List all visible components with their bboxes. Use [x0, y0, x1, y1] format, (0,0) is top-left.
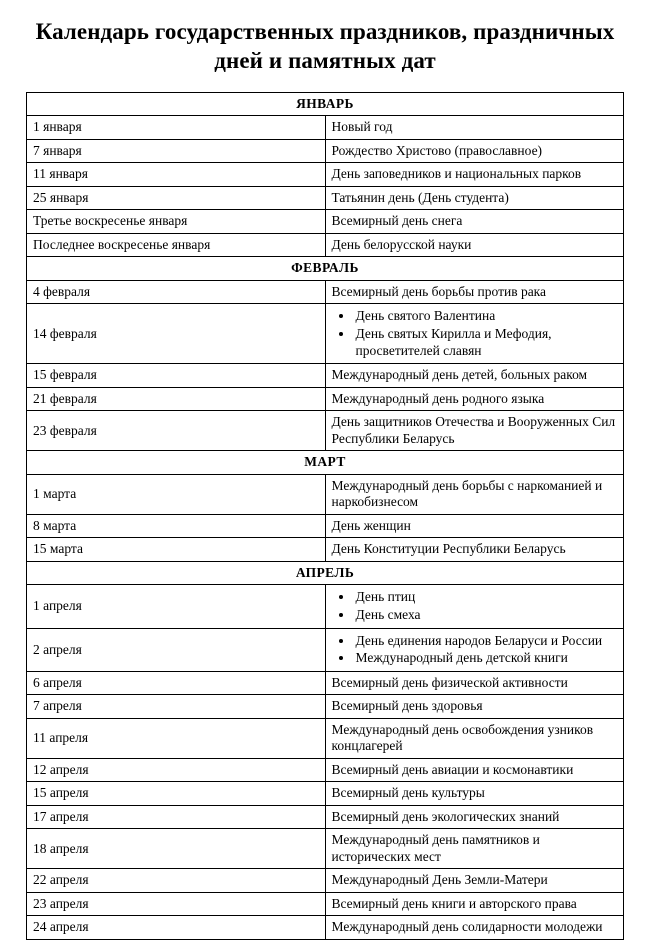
table-row [27, 718, 624, 758]
event-label: День белорусской науки [331, 236, 472, 252]
event-cell [325, 387, 624, 410]
date-cell: 11 января [27, 163, 326, 186]
table-row [27, 671, 624, 694]
event-cell [325, 782, 624, 805]
event-label: Международный день солидарности молодежи [331, 919, 603, 935]
date-cell: 25 января [27, 186, 326, 209]
date-cell: 1 марта [27, 474, 326, 514]
list-item: • День святых Кирилла и Мефодия, просветителей славян [354, 326, 619, 359]
event-cell [325, 869, 624, 892]
date-cell: 15 марта [27, 538, 326, 561]
event-cell [325, 695, 624, 718]
event-label: Всемирный день здоровья [331, 698, 483, 714]
date-cell: 18 апреля [27, 829, 326, 869]
table-row [27, 805, 624, 828]
event-label: Всемирный день борьбы против рака [331, 283, 547, 299]
event-label: День заповедников и национальных парков [331, 166, 582, 182]
date-cell: Последнее воскресенье января [27, 233, 326, 256]
date-cell: 15 февраля [27, 364, 326, 387]
event-cell [325, 364, 624, 387]
list-item: • День смеха [354, 607, 619, 624]
month-header-label: МАРТ [27, 451, 624, 474]
month-header-row [27, 92, 624, 115]
event-label: Новый год [331, 119, 393, 135]
month-header-row [27, 561, 624, 584]
event-cell [325, 186, 624, 209]
table-row [27, 758, 624, 781]
table-row [27, 474, 624, 514]
event-cell [325, 805, 624, 828]
month-header-row [27, 257, 624, 280]
table-row [27, 139, 624, 162]
date-cell: 6 апреля [27, 671, 326, 694]
page-title: Календарь государственных праздников, праздничных дней и памятных дат [35, 19, 615, 73]
event-cell [325, 304, 624, 364]
event-label: Рождество Христово (православное) [331, 142, 543, 158]
calendar-body [27, 92, 624, 939]
event-cell [325, 474, 624, 514]
date-cell: 7 апреля [27, 695, 326, 718]
table-row [27, 514, 624, 537]
event-cell [325, 210, 624, 233]
table-row [27, 695, 624, 718]
event-label: Международный день детей, больных раком [331, 367, 588, 383]
table-row [27, 538, 624, 561]
list-item: • День птиц [354, 589, 619, 606]
date-cell: 1 января [27, 116, 326, 139]
event-cell [325, 892, 624, 915]
event-cell [325, 139, 624, 162]
event-label: Международный День Земли-Матери [331, 872, 548, 888]
list-item: • День единения народов Беларуси и России [354, 633, 619, 650]
table-row [27, 304, 624, 364]
event-list [332, 589, 619, 623]
date-cell: Третье воскресенье января [27, 210, 326, 233]
table-row [27, 364, 624, 387]
month-header-label: ФЕВРАЛЬ [27, 257, 624, 280]
table-row [27, 233, 624, 256]
date-cell: 22 апреля [27, 869, 326, 892]
list-item: • Международный день детской книги [354, 650, 619, 667]
event-label: Всемирный день культуры [331, 785, 485, 801]
month-header-label: ЯНВАРЬ [27, 92, 624, 115]
table-row [27, 186, 624, 209]
event-cell [325, 829, 624, 869]
table-row [27, 411, 624, 451]
date-cell: 11 апреля [27, 718, 326, 758]
event-cell [325, 916, 624, 939]
event-label: Международный день родного языка [331, 390, 545, 406]
date-cell: 4 февраля [27, 280, 326, 303]
date-cell: 1 апреля [27, 585, 326, 628]
event-cell [325, 718, 624, 758]
event-label: Татьянин день (День студента) [331, 189, 509, 205]
table-row [27, 869, 624, 892]
month-header-label: АПРЕЛЬ [27, 561, 624, 584]
table-row [27, 892, 624, 915]
date-cell: 2 апреля [27, 628, 326, 671]
event-cell [325, 514, 624, 537]
event-label: Всемирный день физической активности [331, 674, 568, 690]
date-cell: 23 апреля [27, 892, 326, 915]
date-cell: 7 января [27, 139, 326, 162]
date-cell: 23 февраля [27, 411, 326, 451]
event-list [332, 633, 619, 667]
date-cell: 14 февраля [27, 304, 326, 364]
table-row [27, 280, 624, 303]
event-cell [325, 163, 624, 186]
table-row [27, 116, 624, 139]
table-row [27, 210, 624, 233]
event-cell [325, 671, 624, 694]
event-cell [325, 758, 624, 781]
month-header-row [27, 451, 624, 474]
date-cell: 24 апреля [27, 916, 326, 939]
event-label: Международный день освобождения узников концлагерей [331, 721, 594, 754]
event-label: Всемирный день снега [331, 213, 463, 229]
date-cell: 17 апреля [27, 805, 326, 828]
event-label: Всемирный день авиации и космонавтики [331, 761, 574, 777]
date-cell: 12 апреля [27, 758, 326, 781]
event-label: День женщин [331, 517, 411, 533]
event-cell [325, 411, 624, 451]
date-cell: 21 февраля [27, 387, 326, 410]
event-cell [325, 538, 624, 561]
event-cell [325, 280, 624, 303]
date-cell: 15 апреля [27, 782, 326, 805]
event-label: Международный день памятников и исторических мест [331, 832, 540, 864]
event-label: Всемирный день книги и авторского права [331, 895, 577, 911]
table-row [27, 163, 624, 186]
holidays-calendar-table [26, 92, 624, 940]
event-label: День защитников Отечества и Вооруженных Сил Республики Беларусь [331, 414, 616, 446]
table-row [27, 782, 624, 805]
event-label: День Конституции Республики Беларусь [331, 541, 566, 557]
table-row [27, 387, 624, 410]
event-cell [325, 628, 624, 671]
event-cell [325, 116, 624, 139]
event-cell [325, 233, 624, 256]
event-list [332, 308, 619, 359]
event-label: Международный день борьбы с наркоманией и наркобизнесом [331, 477, 603, 510]
event-cell [325, 585, 624, 628]
list-item: • День святого Валентина [354, 308, 619, 325]
table-row [27, 916, 624, 939]
table-row [27, 585, 624, 628]
table-row [27, 829, 624, 869]
event-label: Всемирный день экологических знаний [331, 808, 560, 824]
table-row [27, 628, 624, 671]
date-cell: 8 марта [27, 514, 326, 537]
